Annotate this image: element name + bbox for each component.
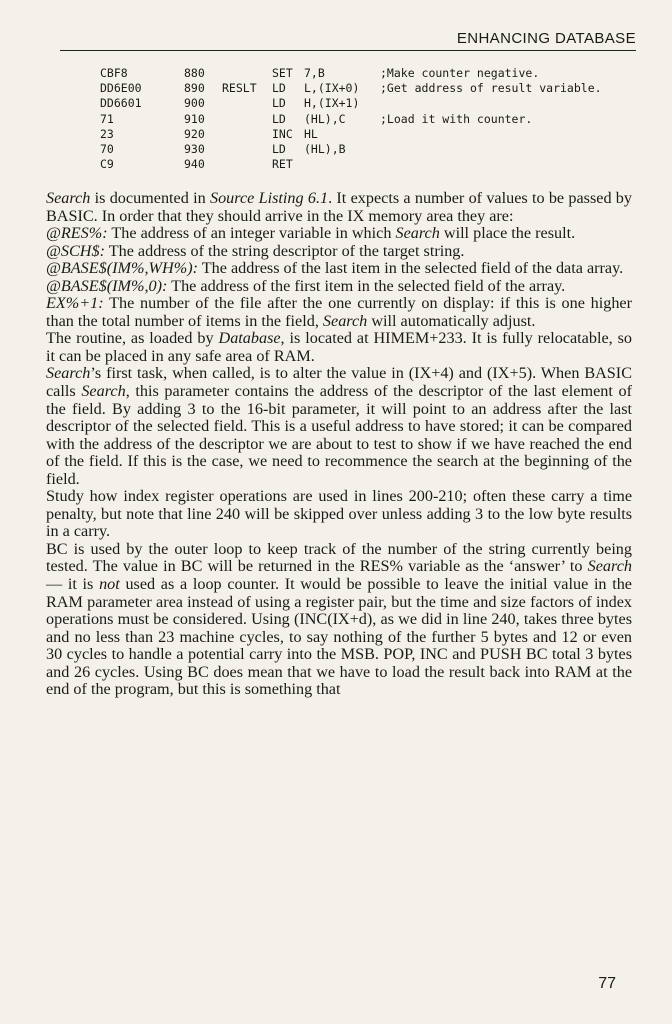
param-res: @RES%: The address of an integer variable in which Search will place the result. — [46, 224, 576, 243]
opcode: RET — [272, 157, 293, 172]
line-number: 940 — [184, 157, 205, 172]
routine-name: Search — [46, 189, 91, 207]
code-comment: ;Make counter negative. — [380, 66, 540, 80]
code-label — [222, 66, 272, 81]
line-number: 900 — [184, 96, 205, 111]
listing-reference: Source Listing 6.1 — [209, 189, 329, 207]
operand: (HL),C — [304, 111, 346, 126]
operand: H,(IX+1) — [304, 96, 360, 111]
index-register-paragraph: Study how index register operations are used in lines 200-210; often these carry a time penalty, but note that line 240 will be skipped over unless adding 3 to the low byte results in a carry. — [46, 487, 632, 541]
opcode: LD — [272, 111, 286, 126]
code-line — [100, 81, 602, 96]
hex-bytes: DD6601 — [100, 96, 142, 111]
operand: HL — [304, 126, 318, 141]
code-line — [100, 142, 602, 157]
param-base-first: @BASE$(IM%,0): The address of the first item in the selected field of the array. — [46, 276, 566, 295]
running-header — [60, 30, 636, 51]
code-line — [100, 112, 602, 127]
opcode: LD — [272, 96, 286, 111]
bc-register-paragraph: BC is used by the outer loop to keep track of the number of the string currently being tested. The value in BC will be returned in the RES% variable as the ‘answer’ to Search — it is not used as a loop counter. It would be possible to leave the initial value in the RAM parameter area instead of using a register pair, but the time and size factors of index operations must be considered. Using (INC(IX+d), as we did in line 240, takes three bytes and no less than 23 machine cycles, to say nothing of the further 5 bytes and 12 or even 30 cycles to handle a potential carry into the MSB. POP, INC and PUSH BC total 3 bytes and 26 cycles. Using BC does mean that we have to load the result back into RAM at the end of the program, but this is something that — [46, 539, 632, 699]
param-sch: @SCH$: The address of the string descriptor of the target string. — [46, 241, 465, 260]
line-number: 880 — [184, 66, 205, 80]
hex-bytes: DD6E00 — [100, 81, 142, 96]
code-label — [222, 127, 272, 142]
page-number: 77 — [598, 975, 616, 992]
line-number: 890 — [184, 81, 205, 96]
intro-paragraph: Search is documented in Source Listing 6.1. It expects a number of values to be passed by BASIC. In order that they should arrive in the IX memory area they are: — [46, 189, 632, 225]
code-line — [100, 157, 602, 172]
hex-bytes: CBF8 — [100, 66, 128, 80]
opcode: SET — [272, 66, 293, 80]
hex-bytes: C9 — [100, 157, 114, 172]
code-comment: ;Load it with counter. — [380, 111, 533, 126]
code-label: RESLT — [222, 81, 257, 96]
opcode: LD — [272, 81, 286, 96]
operand: 7,B — [304, 66, 325, 80]
code-label — [222, 157, 272, 172]
line-number: 930 — [184, 141, 205, 156]
assembly-code-listing — [100, 66, 602, 172]
param-base-last: @BASE$(IM%,WH%): The address of the last item in the selected field of the data array. — [46, 259, 624, 278]
code-line — [100, 127, 602, 142]
param-term: @BASE$(IM%,0): — [46, 276, 168, 295]
opcode: LD — [272, 141, 286, 156]
code-line — [100, 96, 602, 111]
param-ex: EX%+1: The number of the file after the one currently on display: if this is one higher than the total number of items in the field, Search will automatically adjust. — [46, 294, 632, 330]
body-text — [46, 190, 632, 699]
line-number: 910 — [184, 111, 205, 126]
param-term: @SCH$: — [46, 241, 105, 260]
param-term: @BASE$(IM%,WH%): — [46, 259, 198, 278]
operand — [304, 157, 380, 172]
first-task-paragraph: Search’s first task, when called, is to alter the value in (IX+4) and (IX+5). When BASIC calls Search, this parameter contains the address of the descriptor of the last element of the field. By adding 3 to the 16-bit parameter, it will point to an address after the last descriptor of the selected field. This is a useful address to have stored; it can be compared with the address of the descriptor we are about to test to show if we have reached the end of the field. If this is the case, we need to recommence the search at the beginning of the field. — [46, 364, 632, 488]
hex-bytes: 71 — [100, 111, 114, 126]
param-term: EX%+1: — [46, 294, 104, 313]
operand: L,(IX+0) — [304, 81, 360, 96]
code-line — [100, 66, 602, 81]
code-label — [222, 112, 272, 127]
line-number: 920 — [184, 126, 205, 141]
chapter-title: ENHANCING DATABASE — [456, 30, 636, 47]
location-paragraph: The routine, as loaded by Database, is located at HIMEM+233. It is fully relocatable, so it can be placed in any safe area of RAM. — [46, 329, 633, 365]
code-label — [222, 142, 272, 157]
hex-bytes: 23 — [100, 126, 114, 141]
code-comment: ;Get address of result variable. — [380, 81, 602, 96]
operand: (HL),B — [304, 141, 346, 156]
hex-bytes: 70 — [100, 141, 114, 156]
opcode: INC — [272, 126, 293, 141]
code-label — [222, 96, 272, 111]
param-term: @RES%: — [46, 224, 108, 243]
